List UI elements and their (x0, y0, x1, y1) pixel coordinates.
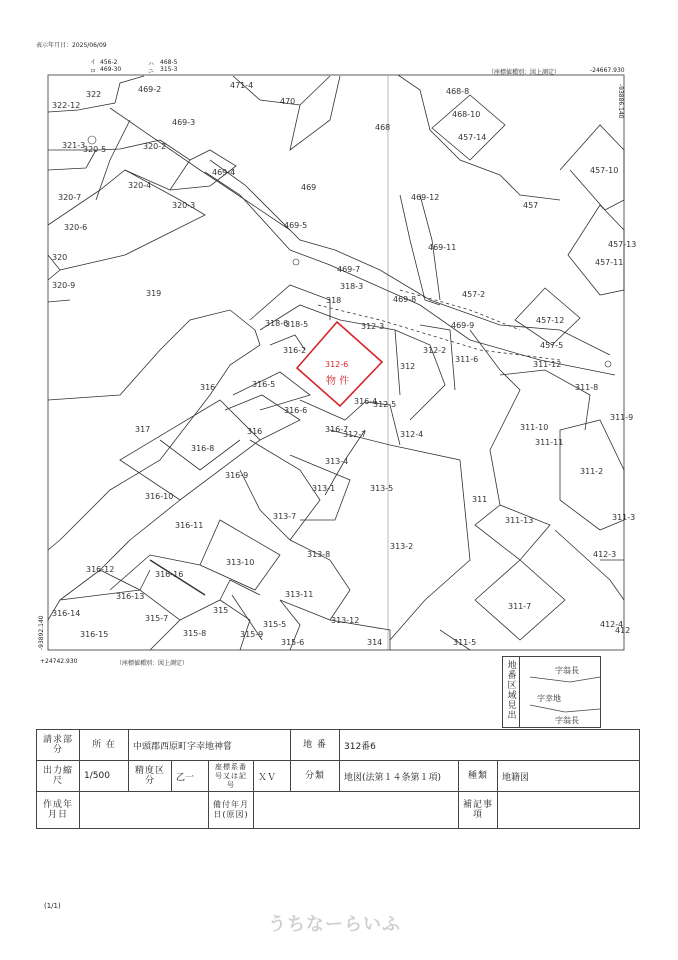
coord-y-right: -93886.140 (617, 84, 624, 119)
parcel-label: 457-2 (462, 290, 486, 299)
parcel-label: 313-8 (307, 550, 331, 559)
parcel-label: 468-10 (452, 110, 481, 119)
parcel-label: 318-6 (265, 319, 289, 328)
lot-value: 312番6 (340, 730, 640, 761)
certificate-form (36, 729, 640, 829)
parcel-label: 312 (400, 362, 416, 371)
subject-label: 物 件 (326, 376, 350, 387)
parcel-label: 469-11 (428, 243, 457, 252)
parcel-label: 457-10 (590, 166, 619, 175)
parcel-label: 457 (523, 201, 539, 210)
parcel-label: 468 (375, 123, 391, 132)
legend-code-1: イ (90, 59, 97, 66)
parcel-label: 320 (52, 253, 68, 262)
area-legend-top: 字翁長 (555, 666, 579, 675)
lot-label: 地 番 (291, 730, 340, 761)
legend-value-4: 315-3 (160, 66, 178, 73)
scale-label: 出力縮尺 (37, 761, 80, 792)
parcel-label: 457-5 (540, 341, 564, 350)
parcel-label: 316-14 (52, 609, 81, 618)
parcel-label: 318-5 (285, 320, 309, 329)
parcel-label: 470 (280, 97, 296, 106)
legend-code-2: ロ (90, 68, 97, 75)
type-label: 種類 (459, 761, 498, 792)
created-label: 作成年月日 (37, 792, 80, 829)
parcel-label: 315 (213, 606, 229, 615)
legend-code-4: ニ (148, 68, 155, 75)
parcel-label: 469 (301, 183, 317, 192)
coord-type-top: （座標値種別：図上測定） (488, 69, 561, 76)
parcel-label: 311-5 (453, 638, 477, 647)
parcel-label: 315-9 (240, 630, 264, 639)
parcel-label: 318 (326, 296, 342, 305)
created-value (80, 792, 209, 829)
parcel-label: 313-11 (285, 590, 314, 599)
category-value: 地図(法第１４条第１項) (340, 761, 459, 792)
supplement-value (498, 792, 640, 829)
supplement-label: 補記事項 (459, 792, 498, 829)
parcel-label: 311-13 (505, 516, 534, 525)
parcel-label: 469-5 (284, 221, 308, 230)
parcel-label: 469-3 (172, 118, 196, 127)
scale-value: 1/500 (80, 761, 129, 792)
subject-parcel-number: 312-6 (325, 360, 349, 369)
parcel-label: 316-11 (175, 521, 204, 530)
parcel-label: 412 (615, 626, 631, 635)
parcel-label: 312-4 (400, 430, 424, 439)
parcel-label: 316-5 (252, 380, 276, 389)
parcel-label: 311 (472, 495, 488, 504)
parcel-label: 316-9 (225, 471, 249, 480)
parcel-label: 316-15 (80, 630, 109, 639)
page-number: (1/1) (44, 902, 61, 910)
parcel-label: 320-6 (64, 223, 88, 232)
parcel-label: 320-4 (128, 181, 152, 190)
area-legend-bottom: 字翁長 (555, 716, 579, 725)
parcel-label: 311-8 (575, 383, 599, 392)
note-value (254, 792, 459, 829)
parcel-label: 412-3 (593, 550, 617, 559)
parcel-label: 469-4 (212, 168, 236, 177)
parcel-label: 457-13 (608, 240, 637, 249)
parcel-label: 321-3 (62, 141, 86, 150)
parcel-label: 320-3 (172, 201, 196, 210)
parcel-label: 469-9 (451, 321, 475, 330)
legend-code-3: ハ (148, 61, 155, 68)
parcel-label: 316 (200, 383, 216, 392)
parcel-label: 313-12 (331, 616, 360, 625)
parcel-label: 311-3 (612, 513, 636, 522)
parcel-label: 316-2 (283, 346, 307, 355)
coord-x-top: -24667.930 (590, 67, 625, 74)
coord-y-left: -93892.140 (38, 615, 45, 650)
parcel-label: 312-7 (343, 430, 367, 439)
parcel-label: 316-6 (284, 406, 308, 415)
parcel-label: 311-6 (455, 355, 479, 364)
parcel-label: 311-10 (520, 423, 549, 432)
parcel-label: 320-2 (143, 142, 167, 151)
location-value: 中頭郡西原町字幸地神嘗 (129, 730, 291, 761)
coord-bottom-left: +24742.930 (40, 658, 78, 665)
parcel-label: 316-13 (116, 592, 145, 601)
parcel-label: 469-2 (138, 85, 162, 94)
parcel-label: 314 (367, 638, 383, 647)
parcel-label: 311-7 (508, 602, 532, 611)
parcel-label: 317 (135, 425, 151, 434)
category-label: 分類 (291, 761, 340, 792)
parcel-label: 312-2 (423, 346, 447, 355)
parcel-label: 457-11 (595, 258, 624, 267)
watermark-logo: うちなーらいふ (268, 914, 401, 935)
parcel-label: 311-9 (610, 413, 634, 422)
area-legend-title: 地番区域見出 (507, 661, 517, 721)
legend-value-3: 468-5 (160, 59, 178, 66)
parcel-label: 468-8 (446, 87, 470, 96)
parcel-label: 322-12 (52, 101, 81, 110)
parcel-label: 319 (146, 289, 162, 298)
parcel-label: 315-5 (263, 620, 287, 629)
parcel-label: 315-8 (183, 629, 207, 638)
coord-type-bottom: （座標値種別：図上測定） (116, 660, 189, 667)
parcel-label: 316-12 (86, 565, 115, 574)
area-legend-mid: 字幸地 (537, 694, 561, 703)
parcel-label: 313-5 (370, 484, 394, 493)
parcel-label: 469-12 (411, 193, 440, 202)
parcel-label: 316-8 (191, 444, 215, 453)
parcel-label: 320-5 (83, 145, 107, 154)
request-label: 請求部分 (37, 730, 80, 761)
coord-value: ＸＶ (254, 761, 291, 792)
type-value: 地籍図 (498, 761, 640, 792)
parcel-label: 313-7 (273, 512, 297, 521)
parcel-label: 412-4 (600, 620, 624, 629)
area-legend (502, 656, 601, 728)
parcel-label: 318-3 (340, 282, 364, 291)
parcel-label: 313-1 (312, 484, 336, 493)
note-label: 備付年月日(原図) (209, 792, 254, 829)
parcel-label: 311-2 (580, 467, 604, 476)
parcel-label: 457-12 (536, 316, 565, 325)
parcel-label: 316-7 (325, 425, 349, 434)
parcel-label: 313-10 (226, 558, 255, 567)
parcel-label: 313-2 (390, 542, 414, 551)
parcel-label: 312-5 (373, 400, 397, 409)
parcel-label: 313-4 (325, 457, 349, 466)
parcel-label: 469-8 (393, 295, 417, 304)
parcel-label: 316-10 (145, 492, 174, 501)
location-label: 所 在 (80, 730, 129, 761)
legend-value-1: 456-2 (100, 59, 118, 66)
parcel-label: 320-7 (58, 193, 82, 202)
parcel-label: 311-11 (535, 438, 564, 447)
parcel-label: 316-16 (155, 570, 184, 579)
parcel-label: 322 (86, 90, 102, 99)
print-date: 表示年月日：2025/06/09 (36, 42, 107, 49)
coord-label: 座標系番号又は記号 (209, 761, 254, 792)
precision-label: 精度区分 (129, 761, 172, 792)
parcel-label: 316-4 (354, 397, 378, 406)
legend-value-2: 469-30 (100, 66, 122, 73)
parcel-label: 320-9 (52, 281, 76, 290)
parcel-label: 316 (247, 427, 263, 436)
parcel-label: 471-4 (230, 81, 254, 90)
parcel-label: 469-7 (337, 265, 361, 274)
precision-value: 乙一 (172, 761, 209, 792)
parcel-label: 457-14 (458, 133, 487, 142)
parcel-label: 312-3 (361, 322, 385, 331)
parcel-label: 311-12 (533, 360, 562, 369)
parcel-label: 315-6 (281, 638, 305, 647)
parcel-label: 315-7 (145, 614, 169, 623)
